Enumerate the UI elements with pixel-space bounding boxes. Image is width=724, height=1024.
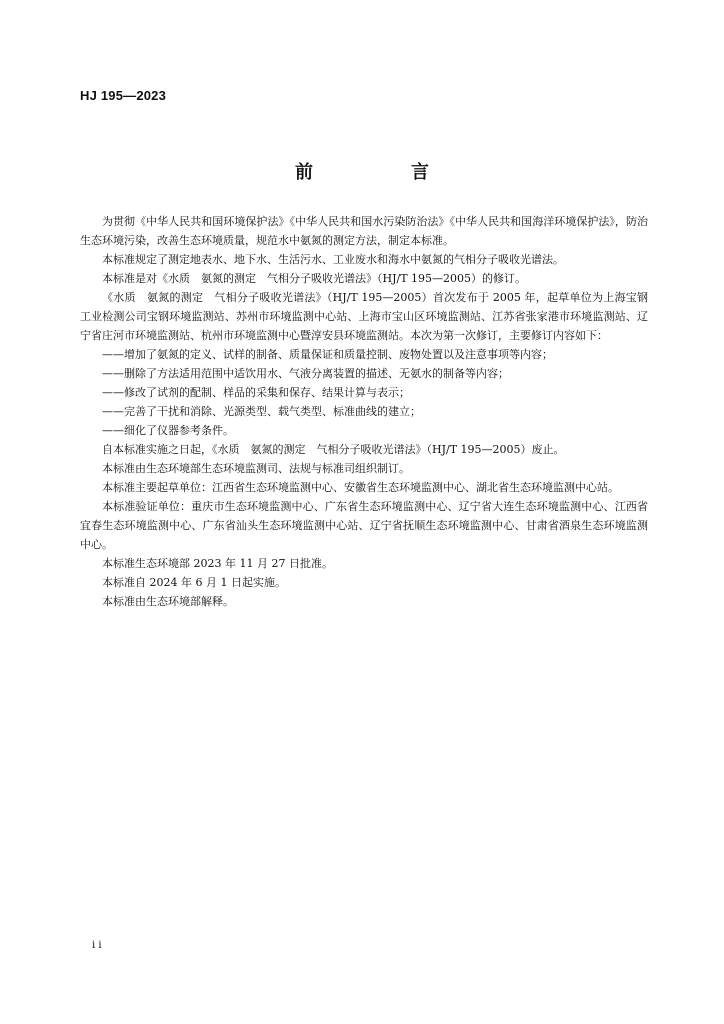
paragraph-approval: 本标准生态环境部 2023 年 11 月 27 日批准。 [102,557,333,570]
paragraph-abolish: 自本标准实施之日起，《水质 氨氮的测定 气相分子吸收光谱法》（HJ/T 195—2005）废止。 [102,443,565,456]
paragraph-revision: 本标准是对《水质 氨氮的测定 气相分子吸收光谱法》（HJ/T 195—2005）的修订。 [102,272,527,285]
paragraph-scope: 本标准规定了测定地表水、地下水、生活污水、工业废水和海水中氨氮的气相分子吸收光谱法。 [102,253,564,266]
revision-item: ——增加了氨氮的定义、试样的制备、质量保证和质量控制、废物处置以及注意事项等内容； [102,348,553,361]
paragraph-validators: 本标准验证单位：重庆市生态环境监测中心、广东省生态环境监测中心、辽宁省大连生态环境监测中心、江西省宜春生态环境监测中心、广东省汕头生态环境监测中心站、辽宁省抚顺生态环境监测中心、甘肃省酒泉生态环境监测中心。 [80,500,648,551]
page-number: i i [92,940,102,951]
revision-item: ——修改了试剂的配制、样品的采集和保存、结果计算与表示； [102,386,410,399]
paragraph-organizer: 本标准由生态环境部生态环境监测司、法规与标准司组织制订。 [102,462,410,475]
paragraph-interpretation: 本标准由生态环境部解释。 [102,595,234,608]
standard-code [80,88,166,103]
revision-item: ——细化了仪器参考条件。 [102,424,234,437]
revision-item: ——删除了方法适用范围中适饮用水、气液分离装置的描述、无氨水的制备等内容； [102,367,509,380]
paragraph-history: 《水质 氨氮的测定 气相分子吸收光谱法》（HJ/T 195—2005）首次发布于 2005 年，起草单位为上海宝钢工业检测公司宝钢环境监测站、苏州市环境监测中心站、上海市宝山区环境监测站、江苏省张家港市环境监测站、辽宁省庄河市环境监测站、杭州市环境监测中心暨淳安县环境监测站。本次为第一次修订，主要修订内容如下： [80,291,648,342]
page-title: 前 言 [295,162,469,183]
preface-body [80,212,648,611]
paragraph-drafters: 本标准主要起草单位：江西省生态环境监测中心、安徽省生态环境监测中心、湖北省生态环境监测中心站。 [102,481,619,494]
standard-code-text: HJ 195—2023 [80,88,167,103]
revision-item: ——完善了干扰和消除、光源类型、载气类型、标准曲线的建立； [102,405,421,418]
paragraph-purpose: 为贯彻《中华人民共和国环境保护法》《中华人民共和国水污染防治法》《中华人民共和国海洋环境保护法》，防治生态环境污染，改善生态环境质量，规范水中氨氮的测定方法，制定本标准。 [80,215,648,247]
paragraph-effective: 本标准自 2024 年 6 月 1 日起实施。 [102,576,286,589]
